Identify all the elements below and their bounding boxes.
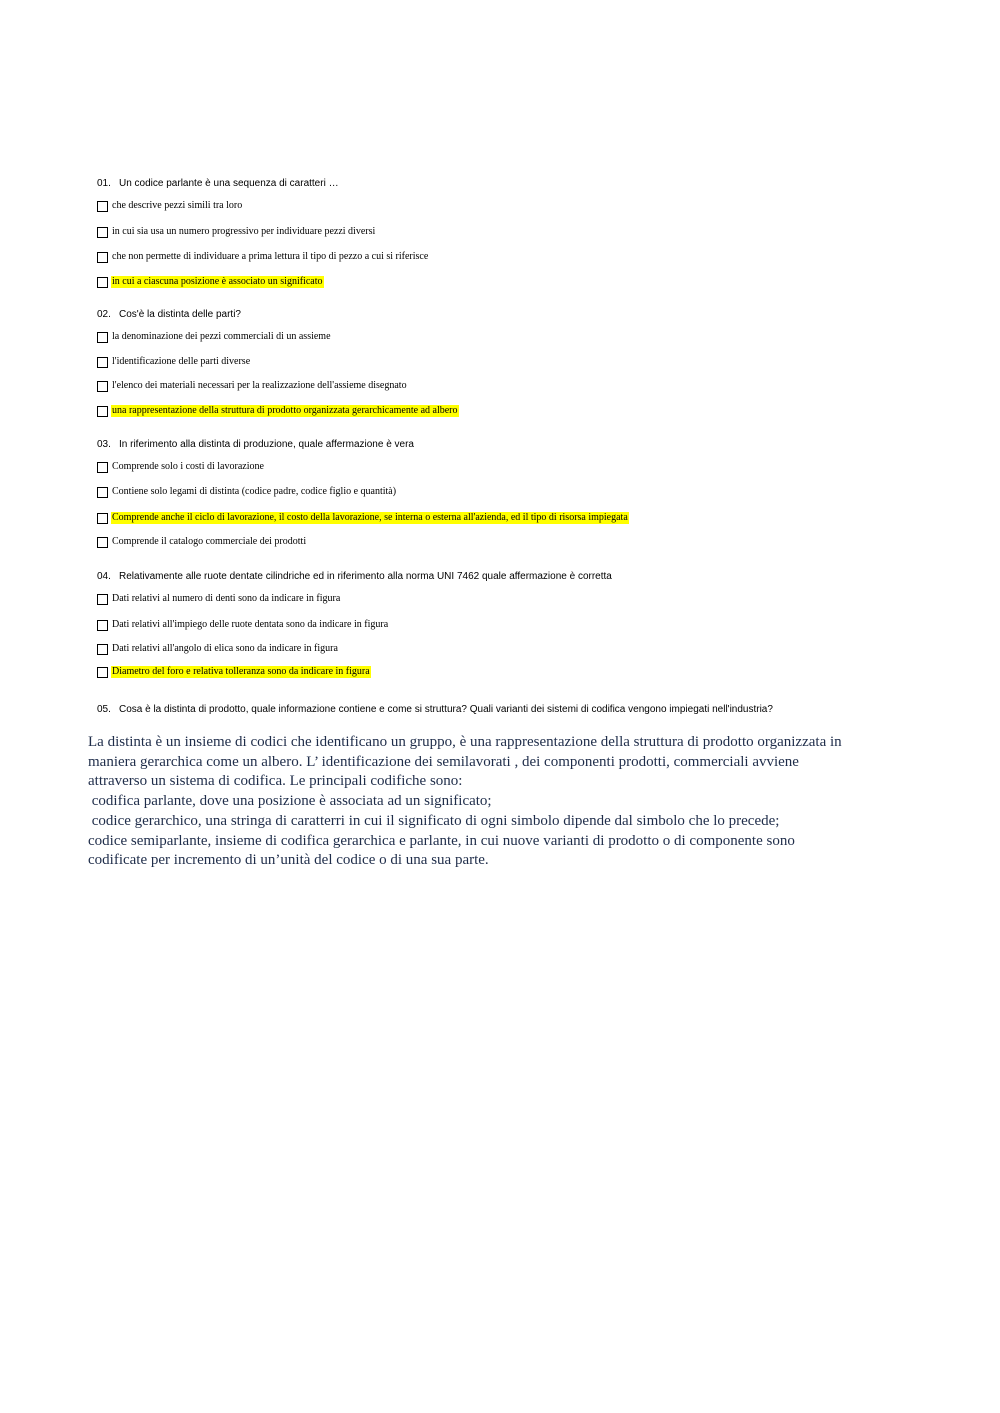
checkbox[interactable] [97,227,108,238]
option-label: l'identificazione delle parti diverse [112,356,251,367]
option-label: Comprende solo i costi di lavorazione [112,461,264,472]
option-label: Dati relativi all'impiego delle ruote dentata sono da indicare in figura [112,619,389,630]
question-05-title [97,704,773,716]
question-01-option-1[interactable] [97,199,243,213]
option-label: Contiene solo legami di distinta (codice padre, codice figlio e quantità) [112,486,397,497]
question-04-option-3[interactable] [97,642,339,656]
answer-line: codice gerarchico, una stringa di caratterri in cui il significato di ogni simbolo dipende dal simbolo che lo precede; [88,812,780,829]
checkbox[interactable] [97,201,108,212]
question-02-title [97,309,241,321]
answer-line: maniera gerarchica come un albero. L’ identificazione dei semilavorati , dei componenti prodotti, commerciali avviene [88,753,799,770]
checkbox[interactable] [97,252,108,263]
checkbox[interactable] [97,332,108,343]
option-label-highlighted: in cui a ciascuna posizione è associato un significato [112,276,323,287]
question-01-option-3[interactable] [97,250,429,264]
question-04-option-2[interactable] [97,618,389,632]
question-03-title [97,439,414,451]
question-01-option-2[interactable] [97,225,376,239]
answer-line: La distinta è un insieme di codici che identificano un gruppo, è una rappresentazione della struttura di prodotto organizzata in [88,734,842,750]
question-text: Un codice parlante è una sequenza di caratteri … [119,178,339,189]
question-04-title [97,571,612,583]
checkbox[interactable] [97,620,108,631]
question-text: Cosa è la distinta di prodotto, quale informazione contiene e come si struttura? Quali varianti dei sistemi di codifica vengono impiegati nell'industria? [119,704,773,715]
answer-line: attraverso un sistema di codifica. Le principali codifiche sono: [88,773,463,790]
checkbox[interactable] [97,462,108,473]
question-number: 03. [97,439,111,450]
answer-text-block [88,733,938,871]
option-label: Dati relativi all'angolo di elica sono da indicare in figura [112,643,338,654]
question-04-option-1[interactable] [97,592,341,606]
question-04-option-4[interactable] [97,665,371,679]
question-02-option-4[interactable] [97,404,459,418]
question-text: Relativamente alle ruote dentate cilindriche ed in riferimento alla norma UNI 7462 quale affermazione è corretta [119,571,612,582]
question-number: 05. [97,704,111,715]
option-label-highlighted: Comprende anche il ciclo di lavorazione, il costo della lavorazione, se interna o esterna all'azienda, ed il tipo di risorsa impiegata [112,512,628,523]
option-label: in cui sia usa un numero progressivo per individuare pezzi diversi [112,226,376,237]
question-02-option-2[interactable] [97,355,251,369]
option-label: che descrive pezzi simili tra loro [112,200,243,211]
checkbox[interactable] [97,357,108,368]
question-03-option-4[interactable] [97,535,307,549]
question-03-option-1[interactable] [97,460,265,474]
question-02-option-3[interactable] [97,379,408,393]
answer-line: codifica parlante, dove una posizione è associata ad un significato; [88,793,492,810]
question-01-title [97,178,339,190]
checkbox[interactable] [97,667,108,678]
answer-line: codificate per incremento di un’unità del codice o di una sua parte. [88,852,489,869]
checkbox[interactable] [97,513,108,524]
option-label: Dati relativi al numero di denti sono da indicare in figura [112,593,341,604]
option-label: che non permette di individuare a prima lettura il tipo di pezzo a cui si riferisce [112,251,429,262]
checkbox[interactable] [97,594,108,605]
question-text: In riferimento alla distinta di produzione, quale affermazione è vera [119,439,414,450]
checkbox[interactable] [97,277,108,288]
option-label-highlighted: Diametro del foro e relativa tolleranza sono da indicare in figura [112,666,370,677]
question-02-option-1[interactable] [97,330,332,344]
option-label: la denominazione dei pezzi commerciali di un assieme [112,331,331,342]
question-03-option-2[interactable] [97,485,397,499]
answer-line: codice semiparlante, insieme di codifica gerarchica e parlante, in cui nuove varianti di prodotto o di componente sono [88,832,795,849]
option-label-highlighted: una rappresentazione della struttura di prodotto organizzata gerarchicamente ad albero [112,405,458,416]
question-number: 04. [97,571,111,582]
checkbox[interactable] [97,406,108,417]
question-03-option-3[interactable] [97,511,629,525]
checkbox[interactable] [97,381,108,392]
option-label: l'elenco dei materiali necessari per la realizzazione dell'assieme disegnato [112,380,407,391]
question-text: Cos'è la distinta delle parti? [119,309,241,320]
checkbox[interactable] [97,487,108,498]
checkbox[interactable] [97,644,108,655]
question-number: 02. [97,309,111,320]
question-01-option-4[interactable] [97,275,324,289]
option-label: Comprende il catalogo commerciale dei prodotti [112,536,307,547]
checkbox[interactable] [97,537,108,548]
question-number: 01. [97,178,111,189]
